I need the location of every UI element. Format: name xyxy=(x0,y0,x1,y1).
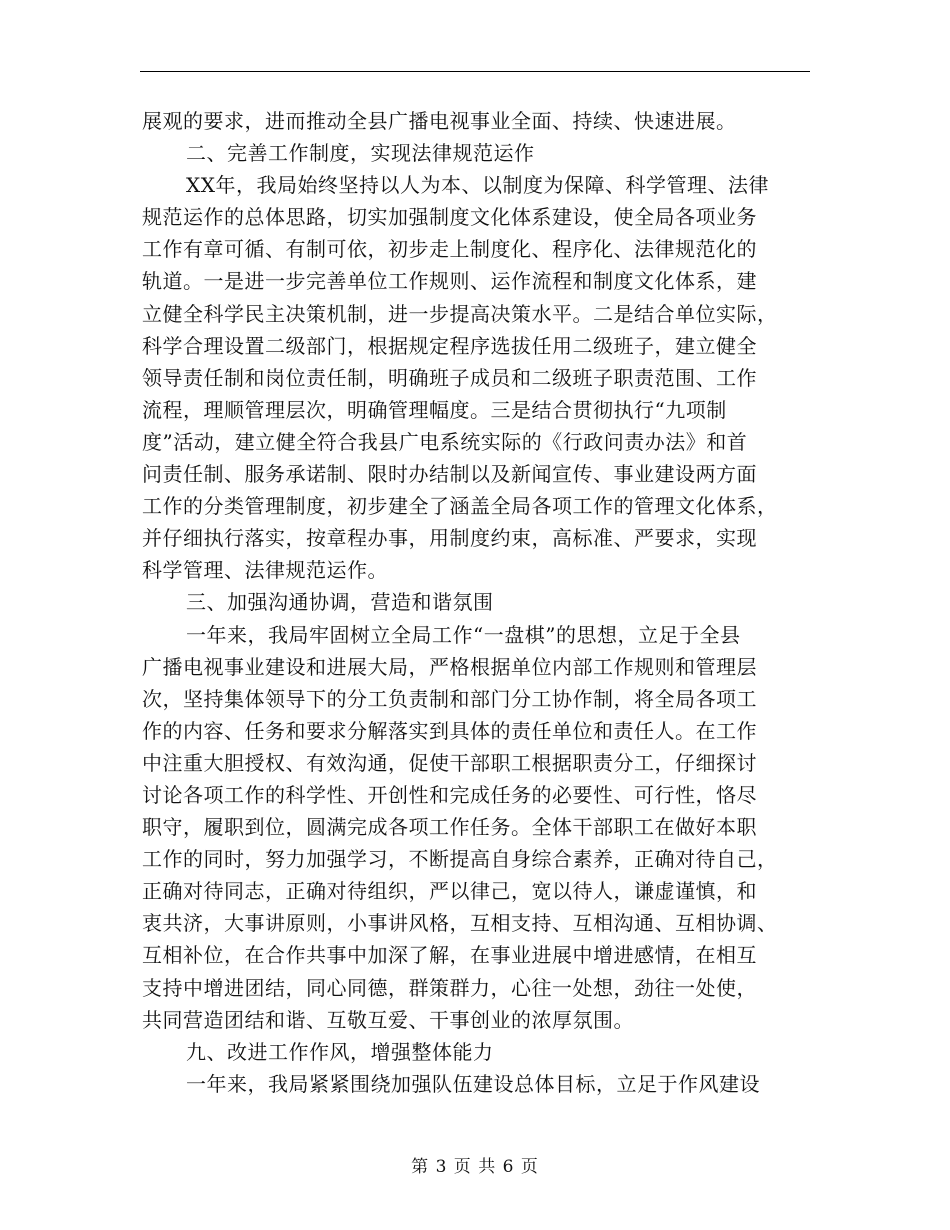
section-heading: 九、改进工作作风，增强整体能力 xyxy=(186,1039,494,1064)
text-line: 次，坚持集体领导下的分工负责制和部门分工协作制，将全局各项工 xyxy=(142,686,757,711)
text-line: 工作的同时，努力加强学习，不断提高自身综合素养，正确对待自己， xyxy=(142,847,778,872)
body-text xyxy=(142,105,812,1100)
text-line: 规范运作的总体思路，切实加强制度文化体系建设，使全局各项业务 xyxy=(142,205,757,230)
text-line: 轨道。一是进一步完善单位工作规则、运作流程和制度文化体系，建 xyxy=(142,269,757,294)
section-heading: 三、加强沟通协调，营造和谐氛围 xyxy=(186,590,494,615)
text-line: 衷共济，大事讲原则，小事讲风格，互相支持、互相沟通、互相协调、 xyxy=(142,911,778,936)
text-line: XX年，我局始终坚持以人为本、以制度为保障、科学管理、法律 xyxy=(186,173,769,198)
text-line: 一年来，我局紧紧围绕加强队伍建设总体目标，立足于作风建设 xyxy=(186,1071,760,1096)
text-line: 共同营造团结和谐、互敬互爱、干事创业的浓厚氛围。 xyxy=(142,1007,634,1032)
text-line: 科学管理、法律规范运作。 xyxy=(142,558,388,583)
header-rule xyxy=(140,71,810,72)
text-line: 流程，理顺管理层次，明确管理幅度。三是结合贯彻执行“九项制 xyxy=(142,397,727,422)
text-line: 互相补位，在合作共事中加深了解，在事业进展中增进感情，在相互 xyxy=(142,943,757,968)
text-line: 度”活动，建立健全符合我县广电系统实际的《行政问责办法》和首 xyxy=(142,429,748,454)
page-number-footer: 第 3 页 共 6 页 xyxy=(411,1157,539,1177)
text-line: 作的内容、任务和要求分解落实到具体的责任单位和责任人。在工作 xyxy=(142,718,757,743)
text-line: 工作有章可循、有制可依，初步走上制度化、程序化、法律规范化的 xyxy=(142,237,757,262)
text-line: 职守，履职到位，圆满完成各项工作任务。全体干部职工在做好本职 xyxy=(142,815,757,840)
text-line: 讨论各项工作的科学性、开创性和完成任务的必要性、可行性，恪尽 xyxy=(142,782,757,807)
text-line: 领导责任制和岗位责任制，明确班子成员和二级班子职责范围、工作 xyxy=(142,365,757,390)
text-line: 科学合理设置二级部门，根据规定程序选拔任用二级班子，建立健全 xyxy=(142,333,757,358)
text-line: 广播电视事业建设和进展大局，严格根据单位内部工作规则和管理层 xyxy=(142,654,757,679)
text-line: 支持中增进团结，同心同德，群策群力，心往一处想，劲往一处使， xyxy=(142,975,757,1000)
text-line: 正确对待同志，正确对待组织，严以律己，宽以待人，谦虚谨慎，和 xyxy=(142,879,757,904)
text-line: 展观的要求，进而推动全县广播电视事业全面、持续、快速进展。 xyxy=(142,109,737,133)
text-line: 工作的分类管理制度，初步建全了涵盖全局各项工作的管理文化体系， xyxy=(142,494,778,519)
text-line: 并仔细执行落实，按章程办事，用制度约束，高标准、严要求，实现 xyxy=(142,526,757,551)
text-line: 一年来，我局牢固树立全局工作“一盘棋”的思想，立足于全县 xyxy=(186,622,741,647)
text-line: 问责任制、服务承诺制、限时办结制以及新闻宣传、事业建设两方面 xyxy=(142,462,757,487)
text-line: 立健全科学民主决策机制，进一步提高决策水平。二是结合单位实际， xyxy=(142,301,778,326)
text-line: 中注重大胆授权、有效沟通，促使干部职工根据职责分工，仔细探讨 xyxy=(142,750,757,775)
section-heading: 二、完善工作制度，实现法律规范运作 xyxy=(186,141,535,166)
